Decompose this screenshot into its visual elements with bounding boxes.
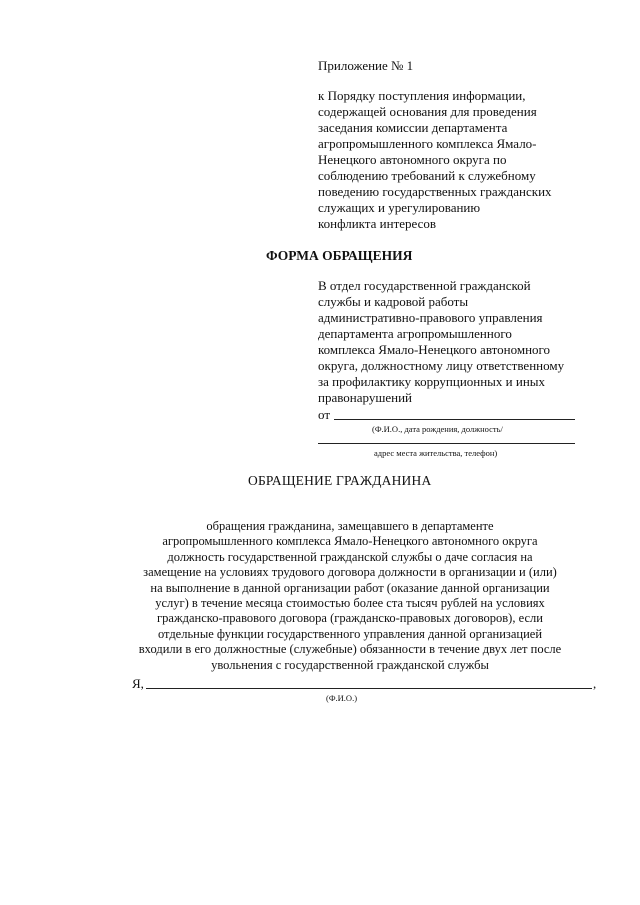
appendix-line: агропромышленного комплекса Ямало- [318,136,537,151]
appendix-line: содержащей основания для проведения [318,104,537,119]
appeal-heading: ОБРАЩЕНИЕ ГРАЖДАНИНА [248,473,432,488]
body-line: должность государственной гражданской службы о даче согласия на [167,549,533,564]
body-line: услуг) в течение месяца стоимостью более ста тысяч рублей на условиях [155,596,545,611]
from-hint: (Ф.И.О., дата рождения, должность/ [372,424,503,434]
body-line: на выполнение в данной организации работ (оказание данной организации [150,580,550,595]
fio-fill-line[interactable] [146,688,592,689]
body-line: гражданско-правового договора (гражданско-правовых договоров), если [157,611,543,626]
body-line: увольнения с государственной гражданской службы [211,657,489,672]
addressee-line: комплекса Ямало-Ненецкого автономного [318,342,551,357]
form-title: ФОРМА ОБРАЩЕНИЯ [266,248,413,263]
addressee-line: правонарушений [318,390,412,405]
ya-label: Я, [132,676,144,691]
appendix-line: Ненецкого автономного округа по [318,152,507,167]
addressee-line: округа, должностному лицу ответственному [318,358,565,373]
appendix-text [318,88,552,232]
appendix-line: соблюдению требований к служебному [318,168,536,183]
body-line: входили в его должностные (служебные) обязанности в течение двух лет после [138,642,562,657]
from-fill-line[interactable] [334,419,575,420]
address-hint: адрес места жительства, телефон) [374,448,498,458]
addressee-line: службы и кадровой работы [318,294,469,309]
address-fill-line[interactable] [318,443,575,444]
body-line: обращения гражданина, замещавшего в департаменте [206,519,494,533]
addressee-line: административно-правового управления [318,310,543,325]
body-line: замещение на условиях трудового договора должности в организации и (или) [143,565,557,580]
appendix-line: конфликта интересов [318,216,437,231]
addressee-line: В отдел государственной гражданской [318,278,531,293]
appendix-line: заседания комиссии департамента [318,120,508,135]
body-line: агропромышленного комплекса Ямало-Ненецкого автономного округа [162,534,538,549]
appendix-line: к Порядку поступления информации, [318,88,526,103]
appendix-line: служащих и урегулированию [318,200,481,215]
addressee-text [318,278,564,406]
addressee-line: департамента агропромышленного [318,326,512,341]
signature-comma: , [593,676,597,691]
appendix-line: поведению государственных гражданских [318,184,552,199]
appeal-body [90,519,610,673]
addressee-line: за профилактику коррупционных и иных [318,374,546,389]
fio-hint: (Ф.И.О.) [326,693,358,703]
appendix-title: Приложение № 1 [318,58,414,73]
from-label: от [318,407,331,422]
body-line: отдельные функции государственного управления данной организацией [157,626,543,641]
